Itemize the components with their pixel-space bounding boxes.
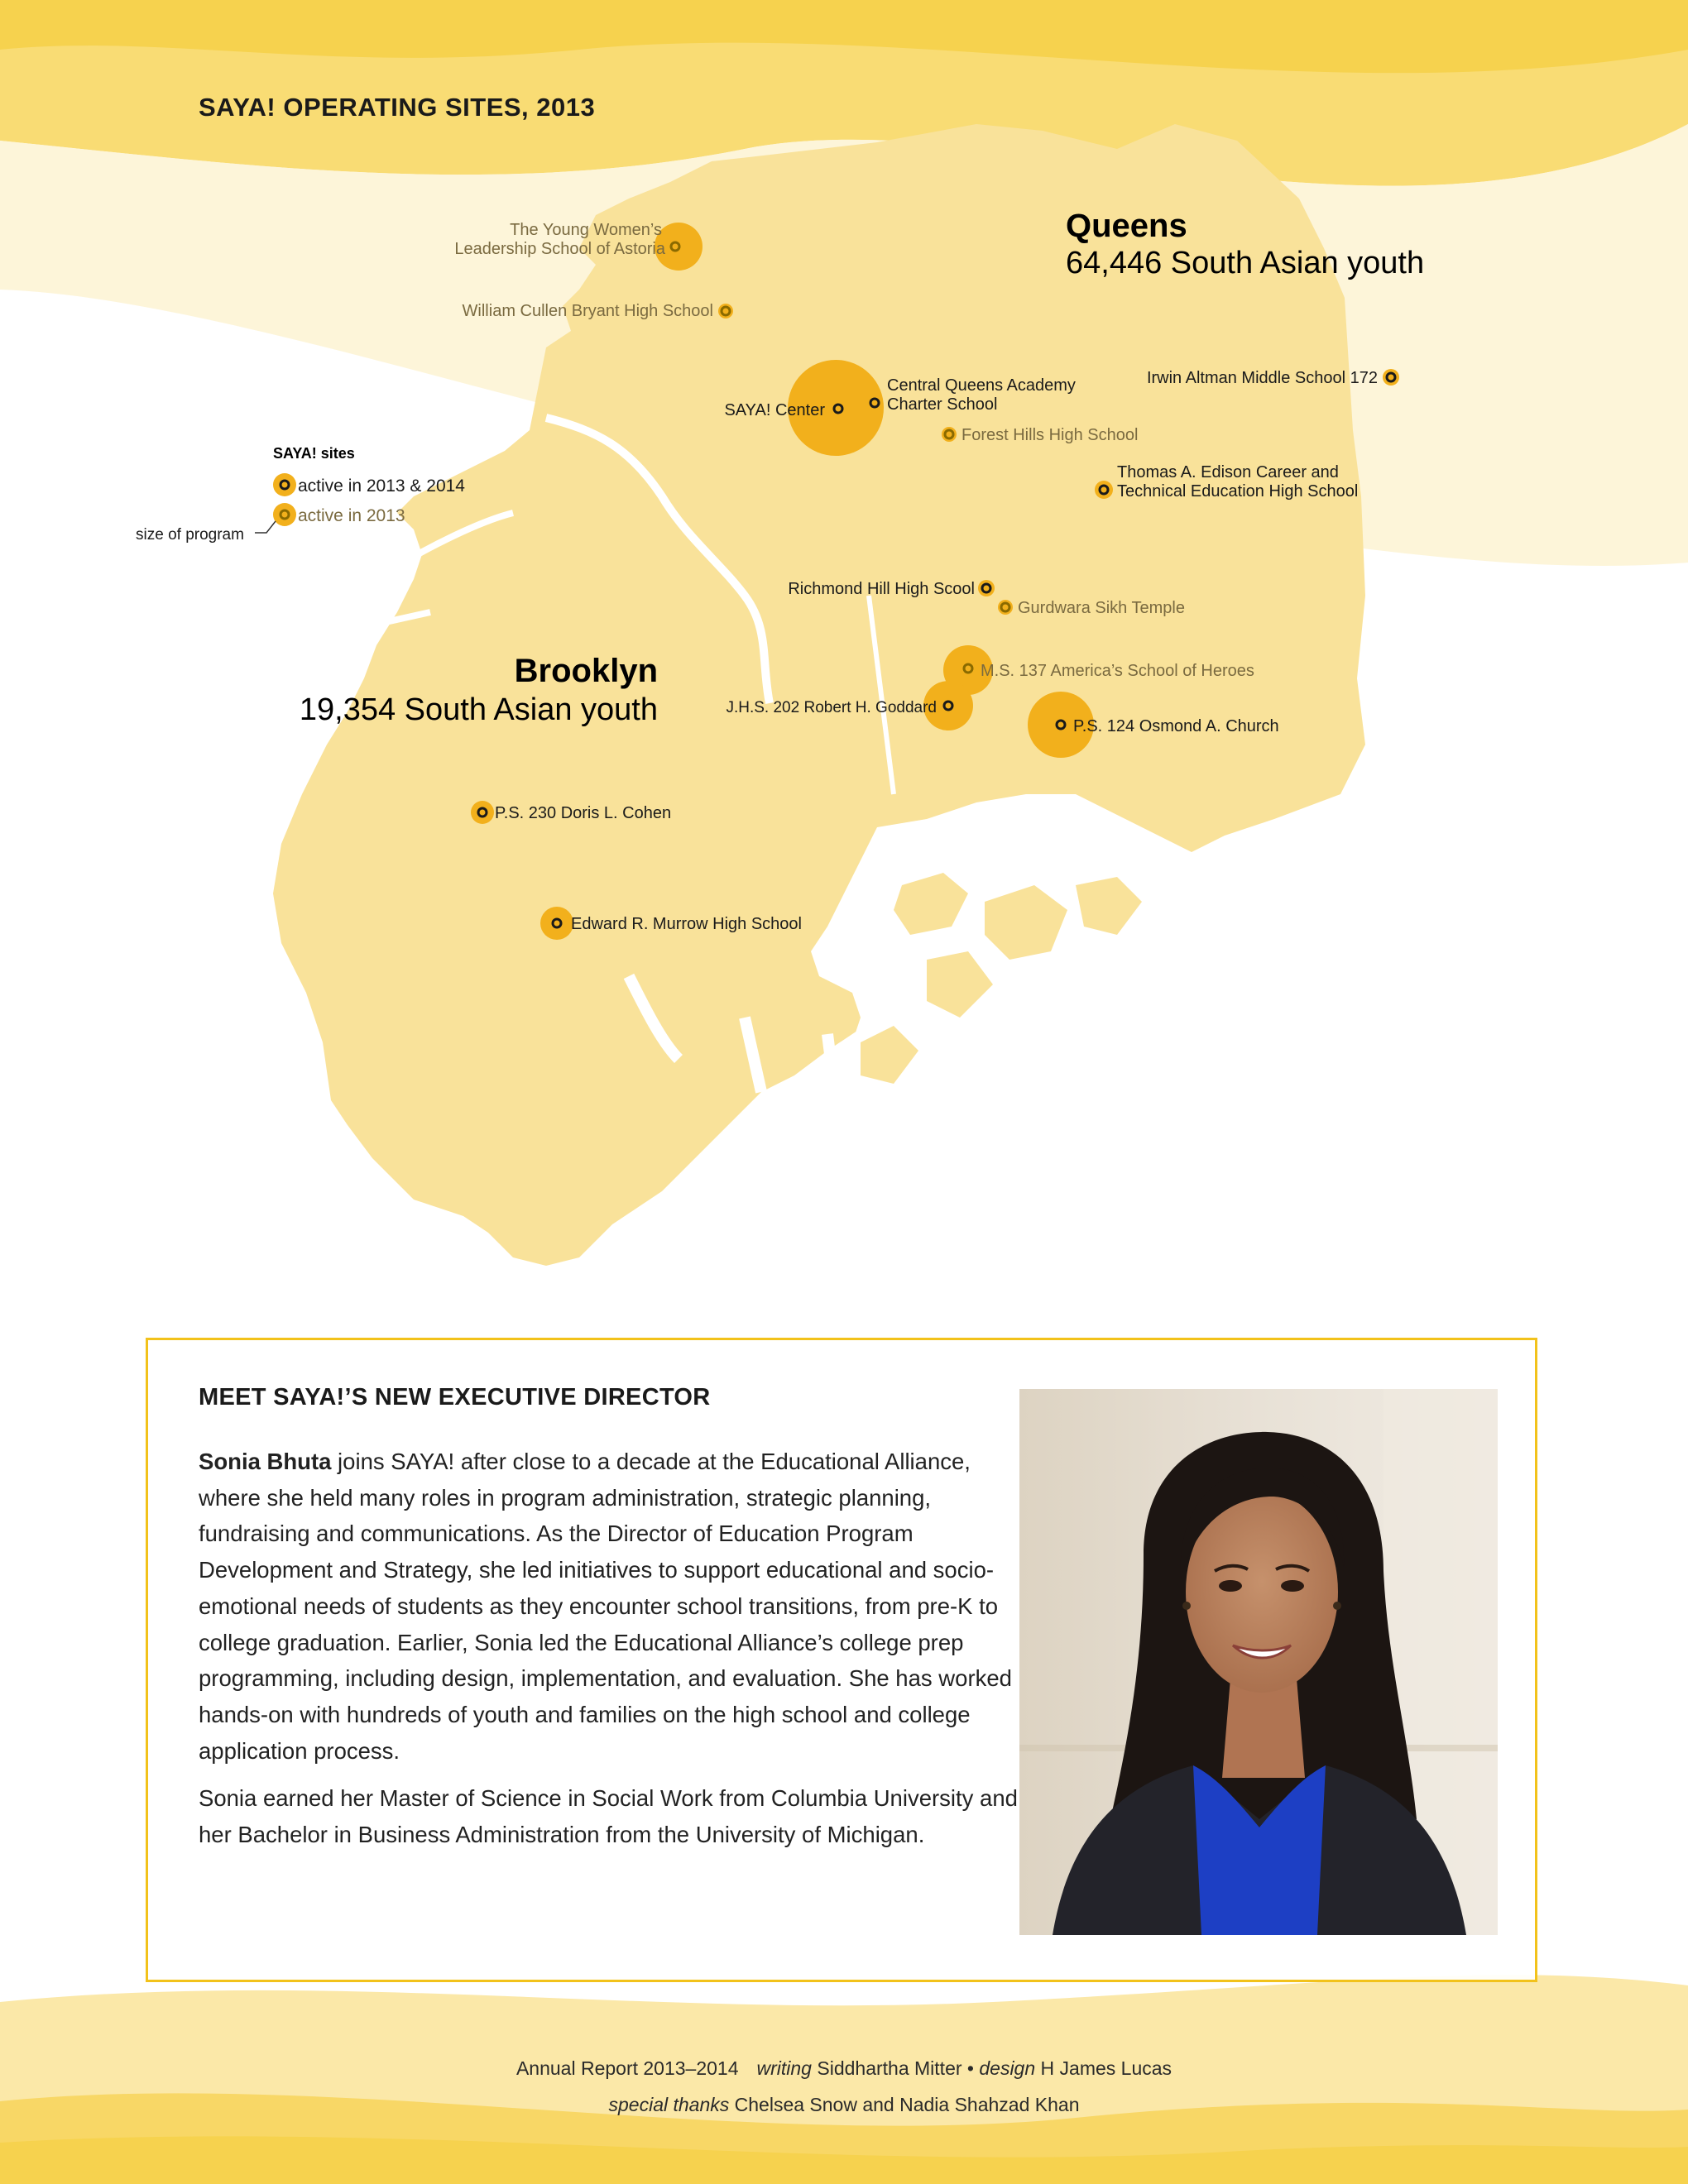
label-young-womens-1: The Young Women’s [510, 221, 662, 239]
report-label: Annual Report 2013–2014 [516, 2057, 739, 2079]
legend-size-note: size of program [136, 526, 244, 544]
credits-line-1 [0, 2050, 1688, 2086]
site-circle-ps230 [471, 801, 494, 824]
label-gurdwara: Gurdwara Sikh Temple [1018, 599, 1185, 617]
label-forest-hills: Forest Hills High School [961, 426, 1139, 444]
site-circle-edison [1095, 481, 1113, 499]
design-label: design [979, 2057, 1036, 2079]
label-richmond-hill: Richmond Hill High Scool [788, 580, 975, 598]
label-young-womens-2: Leadership School of Astoria [454, 240, 665, 258]
site-circle-richmond [978, 580, 995, 596]
map-title: SAYA! OPERATING SITES, 2013 [199, 93, 596, 122]
label-edison-2: Technical Education High School [1117, 482, 1359, 500]
legend-active-both: active in 2013 & 2014 [298, 477, 465, 496]
site-circle-irwin [1383, 369, 1399, 386]
label-ms137: M.S. 137 America’s School of Heroes [981, 662, 1254, 680]
writer-name: Siddhartha Mitter [817, 2057, 962, 2079]
borough-brooklyn-name: Brooklyn [514, 653, 658, 689]
designer-name: H James Lucas [1040, 2057, 1172, 2079]
label-saya-center: SAYA! Center [724, 401, 825, 419]
label-jhs202: J.H.S. 202 Robert H. Goddard [726, 699, 937, 716]
director-paragraph-2: Sonia earned her Master of Science in Social Work from Columbia University and her Bachelor in Business Administration from the University of Michigan. [199, 1785, 1018, 1848]
borough-brooklyn-stat: 19,354 South Asian youth [299, 692, 658, 727]
borough-queens-name: Queens [1066, 208, 1187, 244]
thanks-label: special thanks [608, 2094, 730, 2115]
label-cullen-bryant: William Cullen Bryant High School [462, 302, 713, 320]
director-body [199, 1444, 1026, 1865]
legend-circle-active-both [273, 473, 296, 496]
writing-label: writing [756, 2057, 812, 2079]
label-central-queens-2: Charter School [887, 395, 998, 414]
borough-queens-stat: 64,446 South Asian youth [1066, 246, 1425, 280]
site-circle-murrow [540, 907, 573, 940]
director-paragraph-1 [199, 1444, 1026, 1769]
label-irwin-altman: Irwin Altman Middle School 172 [1146, 369, 1378, 387]
director-bio: joins SAYA! after close to a decade at the Educational Alliance, where she held many roles in program administration, strategic planning, fundraising and communications. As the Director of Education Program Development and Strategy, she led initiatives to support educational and socio-emotional needs of students as they encounter school transitions, from pre-K to college graduation. Earlier, Sonia led the Educational Alliance’s college prep programming, including design, implementation, and evaluation. She has worked hands-on with hundreds of youth and families on the high school and college application process. [199, 1449, 1012, 1764]
credits-line-2 [0, 2086, 1688, 2123]
label-edison-1: Thomas A. Edison Career and [1117, 463, 1339, 481]
director-name: Sonia Bhuta [199, 1449, 332, 1474]
bullet-separator: • [966, 2057, 974, 2079]
thanks-names: Chelsea Snow and Nadia Shahzad Khan [734, 2094, 1080, 2115]
label-ps124: P.S. 124 Osmond A. Church [1073, 717, 1279, 735]
director-portrait-image [1019, 1389, 1498, 1935]
legend-heading: SAYA! sites [273, 445, 355, 462]
director-heading: MEET SAYA!’S NEW EXECUTIVE DIRECTOR [199, 1384, 711, 1410]
legend-leader-line [255, 521, 276, 533]
credits-footer [0, 2050, 1688, 2123]
legend-circle-active-2013 [273, 503, 296, 526]
label-murrow: Edward R. Murrow High School [571, 915, 802, 933]
director-section [146, 1338, 1537, 1982]
label-central-queens-1: Central Queens Academy [887, 376, 1076, 395]
label-ps230: P.S. 230 Doris L. Cohen [495, 804, 672, 822]
director-photo [1019, 1389, 1498, 1935]
legend-active-2013: active in 2013 [298, 506, 405, 525]
